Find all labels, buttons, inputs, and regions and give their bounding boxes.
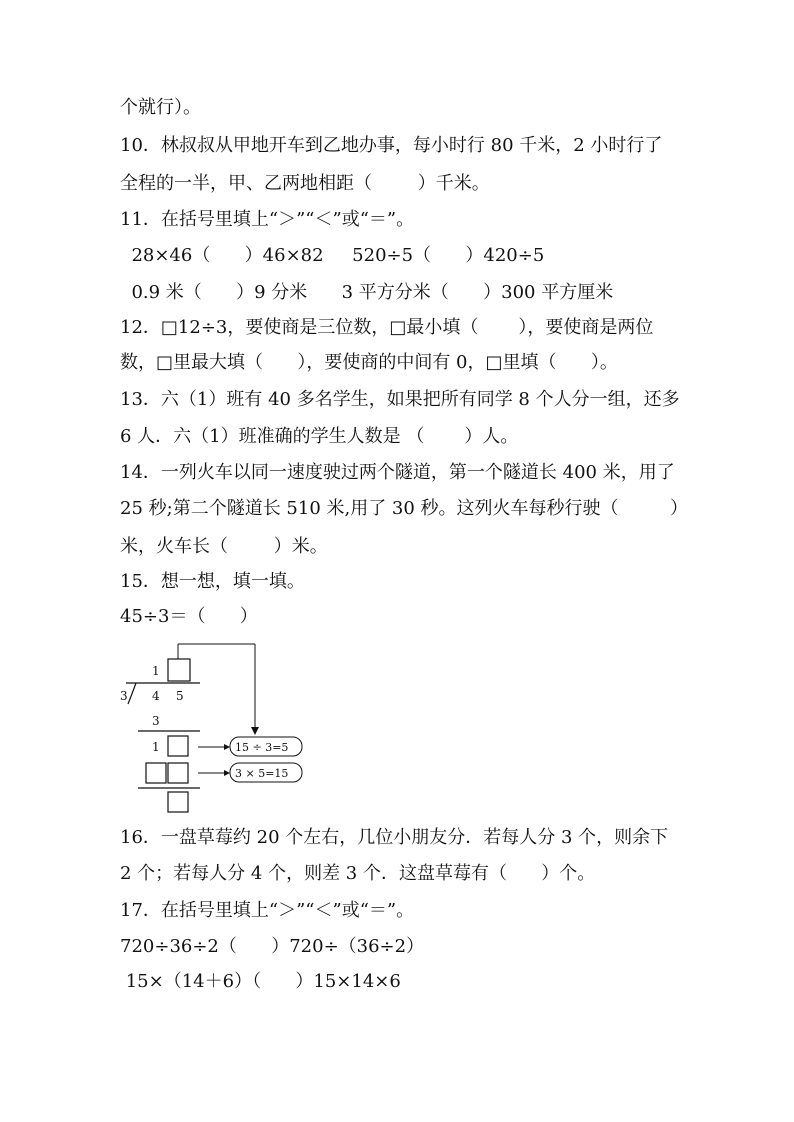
text-line-3: 全程的一半，甲、乙两地相距（ ）千米。	[120, 173, 490, 194]
text-line-20: 15×（14＋6）（ ）15×14×6	[120, 971, 401, 992]
text-line-2: 10．林叔叔从甲地开车到乙地办事，每小时行 80 千米，2 小时行了	[120, 135, 663, 156]
final-remainder-box[interactable]	[168, 792, 188, 812]
text-line-7: 12．□12÷3，要使商是三位数，□最小填（ ），要使商是两位	[120, 317, 654, 338]
text-line-16: 16．一盘草莓约 20 个左右，几位小朋友分．若每人分 3 个，则余下	[120, 827, 669, 848]
dividend-digit-2: 5	[176, 689, 184, 703]
text-line-5: 28×46（ ）46×82 520÷5（ ）420÷5	[120, 245, 545, 266]
text-line-10: 6 人．六（1）班准确的学生人数是 （ ）人。	[120, 426, 519, 447]
text-line-19: 720÷36÷2（ ）720÷（36÷2）	[120, 936, 425, 957]
text-line-17: 2 个；若每人分 4 个，则差 3 个．这盘草莓有（ ）个。	[120, 863, 596, 884]
text-line-12: 25 秒;第二个隧道长 510 米,用了 30 秒。这列火车每秒行驶（ ）	[120, 498, 689, 519]
text-line-8: 数，□里最大填（ ），要使商的中间有 0，□里填（ ）。	[120, 352, 618, 373]
quotient-answer-box[interactable]	[168, 659, 190, 681]
text-line-14: 15．想一想，填一填。	[120, 571, 305, 592]
bring-down-box[interactable]	[168, 736, 188, 756]
note-text-1: 15 ÷ 3=5	[235, 741, 289, 754]
text-line-13: 米，火车长（ ）米。	[120, 536, 328, 557]
product-box-2[interactable]	[168, 763, 188, 783]
long-division-diagram	[118, 636, 318, 816]
quotient-digit: 1	[152, 664, 160, 678]
text-line-11: 14．一列火车以同一速度驶过两个隧道，第一个隧道长 400 米，用了	[120, 462, 675, 483]
text-line-9: 13．六（1）班有 40 多名学生，如果把所有同学 8 个人分一组，还多	[120, 389, 680, 410]
text-line-6: 0.9 米（ ）9 分米 3 平方分米（ ）300 平方厘米	[120, 282, 614, 303]
product-digit-1: 3	[152, 714, 160, 728]
note-text-2: 3 × 5=15	[235, 767, 289, 780]
text-line-4: 11．在括号里填上“＞”“＜”或“＝”。	[120, 209, 415, 230]
divisor: 3	[120, 689, 128, 703]
text-line-1: 个就行）。	[120, 97, 201, 118]
remainder-digit: 1	[152, 740, 160, 754]
text-line-15: 45÷3＝（ ）	[120, 606, 258, 627]
text-line-18: 17．在括号里填上“＞”“＜”或“＝”。	[120, 900, 415, 921]
dividend-digit-1: 4	[152, 689, 160, 703]
product-box-1[interactable]	[146, 763, 166, 783]
